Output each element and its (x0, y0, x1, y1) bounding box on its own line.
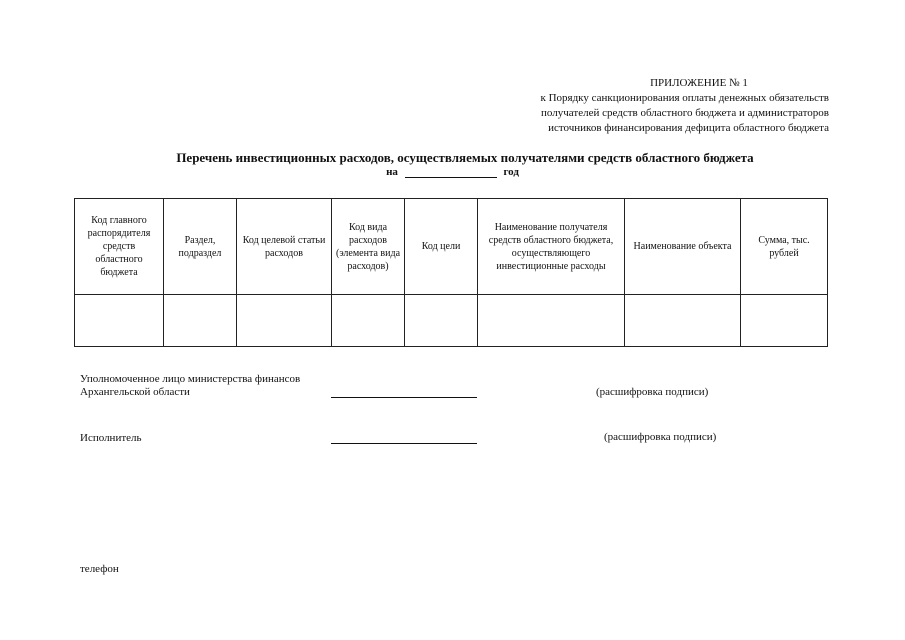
table-cell[interactable] (164, 295, 237, 347)
table-cell[interactable] (625, 295, 741, 347)
authorized-signature-line[interactable] (331, 397, 477, 398)
expenses-table (74, 198, 828, 347)
document-title: Перечень инвестиционных расходов, осуществляемых получателями средств областного бюджета (176, 150, 754, 165)
executor-signature-decode: (расшифровка подписи) (604, 431, 717, 443)
column-header: Наименование получателя средств областного бюджета, осуществляющего инвестиционные расходы (478, 199, 625, 295)
year-suffix: год (503, 166, 519, 178)
table-cell[interactable] (741, 295, 828, 347)
column-header: Код главного распорядителя средств областного бюджета (75, 199, 164, 295)
appendix-line-3: источников финансирования дефицита областного бюджета (548, 122, 829, 134)
table-cell[interactable] (405, 295, 478, 347)
authorized-label-line-1: Уполномоченное лицо министерства финансов (80, 373, 301, 385)
authorized-label-line-2: Архангельской области (80, 386, 190, 398)
table-row (75, 295, 828, 347)
table-cell[interactable] (237, 295, 332, 347)
appendix-heading: ПРИЛОЖЕНИЕ № 1 (650, 77, 748, 89)
appendix-block (449, 76, 829, 136)
column-header: Наименование объекта (625, 199, 741, 295)
year-prefix: на (386, 166, 398, 178)
authorized-signature-decode: (расшифровка подписи) (596, 386, 709, 398)
table-header-row (75, 199, 828, 295)
column-header: Код вида расходов (элемента вида расходов) (332, 199, 405, 295)
table-cell[interactable] (332, 295, 405, 347)
table-cell[interactable] (478, 295, 625, 347)
executor-label: Исполнитель (80, 432, 142, 444)
table-cell[interactable] (75, 295, 164, 347)
authorized-person-label (80, 373, 300, 399)
year-blank-field[interactable] (405, 166, 497, 178)
year-line (0, 166, 905, 178)
column-header: Сумма, тыс. рублей (741, 199, 828, 295)
column-header: Код целевой статьи расходов (237, 199, 332, 295)
executor-signature-line[interactable] (331, 443, 477, 444)
appendix-line-2: получателей средств областного бюджета и администраторов (541, 107, 829, 119)
phone-label: телефон (80, 563, 119, 575)
column-header: Код цели (405, 199, 478, 295)
column-header: Раздел, подраздел (164, 199, 237, 295)
appendix-line-1: к Порядку санкционирования оплаты денежных обязательств (540, 92, 829, 104)
